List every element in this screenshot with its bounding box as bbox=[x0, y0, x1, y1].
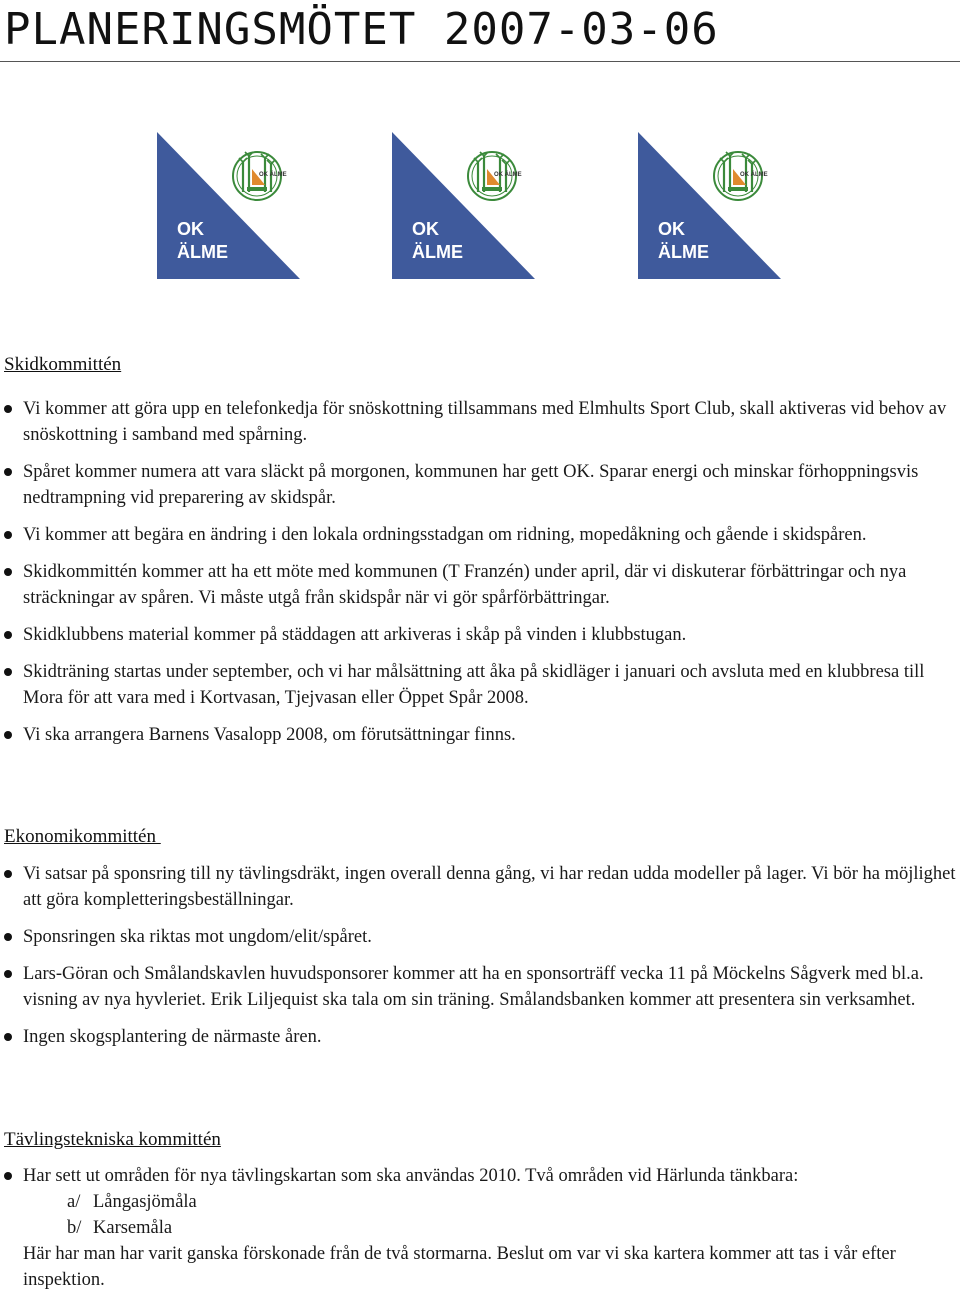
club-logo bbox=[638, 132, 782, 280]
list-item: Vi satsar på sponsring till ny tävlingsdräkt, ingen overall denna gång, vi har redan udda modeller på lager. Vi bör ha möjlighet att göra kompletteringsbeställningar. bbox=[0, 861, 956, 913]
badge-text: OK ÄLME bbox=[494, 172, 522, 178]
bullet-icon bbox=[4, 631, 12, 639]
club-logo bbox=[392, 132, 536, 280]
area-option: a/ Långasjömåla bbox=[67, 1192, 197, 1212]
list-item: Har sett ut områden för nya tävlingskartan som ska användas 2010. Två områden vid Härlunda tänkbara: a/ Långasjömåla b/ Karsemåla Här har man har varit ganska förskonade från de två stormarna. Beslut om var vi ska kartera kommer att tas i vår efter inspektion. bbox=[0, 1163, 956, 1293]
page-title: PLANERINGSMÖTET 2007-03-06 bbox=[4, 4, 719, 55]
bullet-icon bbox=[4, 405, 12, 413]
list-item: Vi kommer att göra upp en telefonkedja för snöskottning tillsammans med Elmhults Sport Club, skall aktiveras vid behov av snöskottning i samband med spårning. bbox=[0, 396, 956, 448]
skidkommitten-list bbox=[0, 396, 956, 748]
logo-text: OK ÄLME bbox=[658, 219, 709, 262]
section-heading-tavlingstekniska: Tävlingstekniska kommittén bbox=[4, 1129, 221, 1150]
list-item: Skidklubbens material kommer på städdagen att arkiveras i skåp på vinden i klubbstugan. bbox=[0, 622, 956, 648]
title-divider bbox=[0, 61, 960, 62]
bullet-icon bbox=[4, 970, 12, 978]
list-item: Skidträning startas under september, och vi har målsättning att åka på skidläger i januari och avsluta med en klubbresa till Mora för att vara med i Kortvasan, Tjejvasan eller Öppet Spår 2008. bbox=[0, 659, 956, 711]
tavlingstekniska-list bbox=[0, 1163, 956, 1293]
ekonomikommitten-list bbox=[0, 861, 956, 1050]
bullet-icon bbox=[4, 870, 12, 878]
list-item: Lars-Göran och Smålandskavlen huvudsponsorer kommer att ha en sponsorträff vecka 11 på Möckelns Sågverk med bl.a. visning av nya hyvleriet. Erik Liljequist ska tala om sin träning. Smålandsbanken kommer att presentera sin verksamhet. bbox=[0, 961, 956, 1013]
bullet-icon bbox=[4, 668, 12, 676]
logo-text: OK ÄLME bbox=[412, 219, 463, 262]
badge-text: OK ÄLME bbox=[259, 172, 287, 178]
logo-text: OK ÄLME bbox=[177, 219, 228, 262]
list-item: Spåret kommer numera att vara släckt på morgonen, kommunen har gett OK. Sparar energi och minskar förhoppningsvis nedtrampning vid preparering av skidspår. bbox=[0, 459, 956, 511]
section-heading-ekonomikommitten: Ekonomikommittén bbox=[4, 826, 161, 847]
bullet-icon bbox=[4, 568, 12, 576]
area-option: b/ Karsemåla bbox=[67, 1218, 173, 1238]
bullet-icon bbox=[4, 1172, 12, 1180]
list-item: Vi kommer att begära en ändring i den lokala ordningsstadgan om ridning, mopedåkning och gående i skidspåren. bbox=[0, 522, 956, 548]
club-logo bbox=[157, 132, 301, 280]
bullet-icon bbox=[4, 1033, 12, 1041]
bullet-icon bbox=[4, 531, 12, 539]
bullet-icon bbox=[4, 933, 12, 941]
bullet-icon bbox=[4, 468, 12, 476]
bullet-icon bbox=[4, 731, 12, 739]
list-item: Vi ska arrangera Barnens Vasalopp 2008, om förutsättningar finns. bbox=[0, 722, 956, 748]
list-item: Ingen skogsplantering de närmaste åren. bbox=[0, 1024, 956, 1050]
list-item: Skidkommittén kommer att ha ett möte med kommunen (T Franzén) under april, där vi diskuterar förbättringar och nya sträckningar av spåren. Vi måste utgå från skidspår när vi gör spårförbättringar. bbox=[0, 559, 956, 611]
list-item: Sponsringen ska riktas mot ungdom/elit/spåret. bbox=[0, 924, 956, 950]
badge-text: OK ÄLME bbox=[740, 172, 768, 178]
section-heading-skidkommitten: Skidkommittén bbox=[4, 354, 122, 375]
